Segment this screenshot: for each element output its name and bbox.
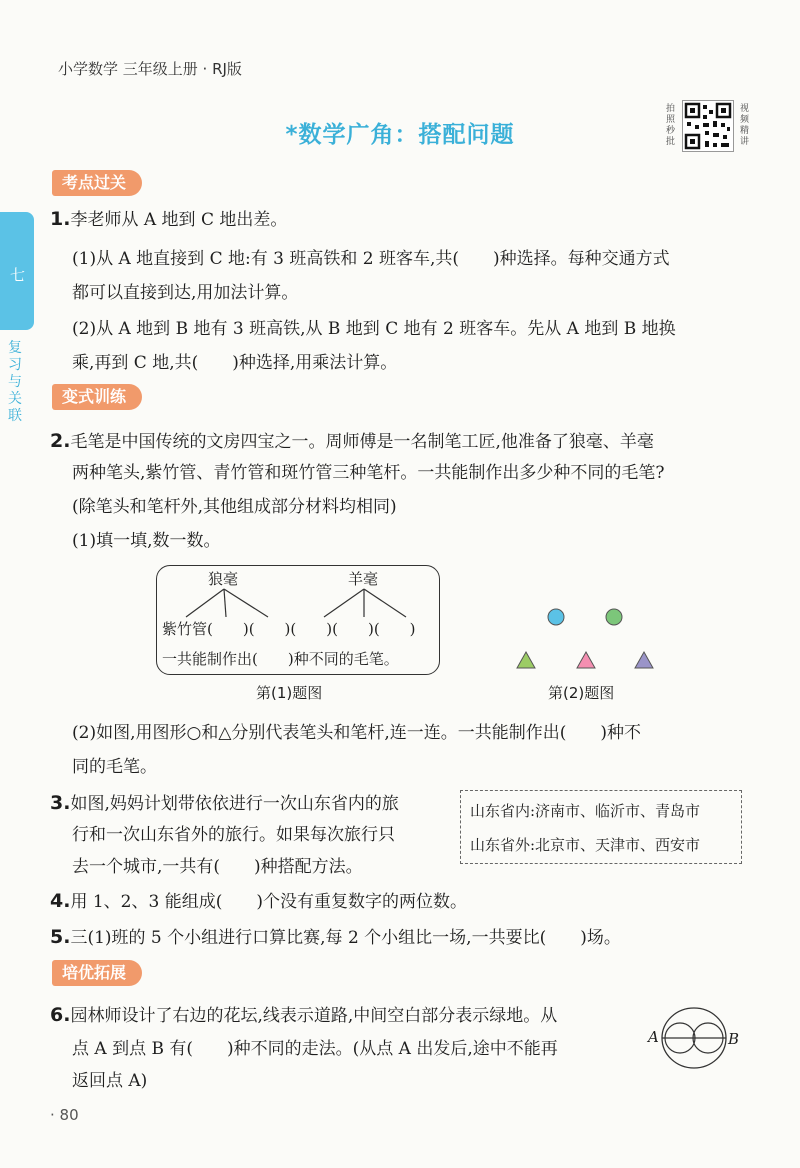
qr-left-label: 拍照秒批 (666, 104, 676, 147)
q6-line3: 返回点 A) (72, 1071, 148, 1091)
fig1-head-langhao: 狼毫 (208, 570, 239, 588)
q6-number: 6. (50, 1004, 71, 1026)
q3-box-line1: 山东省内:济南市、临沂市、青岛市 (470, 802, 701, 820)
page-number: · 80 (50, 1106, 79, 1124)
circle-shape-green (606, 609, 622, 625)
q6-point-a: A (648, 1028, 659, 1046)
q4-line (50, 890, 467, 913)
q5-number: 5. (50, 926, 71, 948)
q3-line1-text: 如图,妈妈计划带依依进行一次山东省内的旅 (70, 794, 399, 814)
q5-line (50, 926, 621, 949)
section-badge-peiyou: 培优拓展 (52, 960, 142, 986)
chapter-tab-label: 七 (10, 266, 26, 284)
q6-point-b: B (728, 1030, 740, 1048)
fig1-total: 一共能制作出( )种不同的毛笔。 (162, 650, 399, 668)
q2-sub1: (1)填一填,数一数。 (72, 531, 221, 551)
book-header: 小学数学 三年级上册 · RJ版 (58, 60, 242, 78)
q1-part2-line1: (2)从 A 地到 B 地有 3 班高铁,从 B 地到 C 地有 2 班客车。先从 A 地到 B 地换 (72, 319, 676, 339)
q6-line1 (50, 1004, 557, 1027)
q3-line1 (50, 792, 399, 815)
q1-part1-line2: 都可以直接到达,用加法计算。 (72, 283, 299, 303)
q3-line3: 去一个城市,一共有( )种搭配方法。 (72, 857, 363, 877)
fig1-caption: 第(1)题图 (256, 684, 323, 702)
q3-number: 3. (50, 792, 71, 814)
fig2-caption: 第(2)题图 (548, 684, 615, 702)
qr-code-icon[interactable] (682, 100, 734, 152)
fig1-head-yanghao: 羊毫 (348, 570, 379, 588)
section-badge-kaodian: 考点过关 (52, 170, 142, 196)
q1-part1-line1: (1)从 A 地直接到 C 地:有 3 班高铁和 2 班客车,共( )种选择。每种交通方式 (72, 249, 670, 269)
triangle-shape-purple (635, 652, 653, 668)
q2-sub2-line2: 同的毛笔。 (72, 757, 157, 777)
q1-part2-line2: 乘,再到 C 地,共( )种选择,用乘法计算。 (72, 353, 398, 373)
q1-stem (50, 208, 287, 231)
chapter-tab (0, 212, 34, 330)
page-title: *数学广角：搭配问题 (285, 122, 515, 148)
fig1-row: 紫竹管( )( )( )( )( ) (162, 620, 416, 638)
fig2-shapes (508, 600, 668, 680)
q2-line1 (50, 430, 654, 453)
side-vertical-label: 复习与关联 (8, 340, 22, 424)
q4-number: 4. (50, 890, 71, 912)
q1-number: 1. (50, 208, 71, 230)
q6-line1-text: 园林师设计了右边的花坛,线表示道路,中间空白部分表示绿地。从 (70, 1006, 558, 1026)
qr-right-label: 视频精讲 (740, 104, 750, 147)
q3-line2: 行和一次山东省外的旅行。如果每次旅行只 (72, 825, 395, 845)
triangle-shape-pink (577, 652, 595, 668)
q3-box-line2: 山东省外:北京市、天津市、西安市 (470, 836, 701, 854)
q4-text: 用 1、2、3 能组成( )个没有重复数字的两位数。 (70, 892, 467, 912)
q2-number: 2. (50, 430, 71, 452)
circle-shape-blue (548, 609, 564, 625)
triangle-shape-green (517, 652, 535, 668)
q2-line2: 两种笔头,紫竹管、青竹管和斑竹管三种笔杆。一共能制作出多少种不同的毛笔? (72, 463, 665, 483)
q2-line3: (除笔头和笔杆外,其他组成部分材料均相同) (72, 497, 397, 517)
q5-text: 三(1)班的 5 个小组进行口算比赛,每 2 个小组比一场,一共要比( )场。 (70, 928, 621, 948)
section-badge-bianshi: 变式训练 (52, 384, 142, 410)
q2-line1-text: 毛笔是中国传统的文房四宝之一。周师傅是一名制笔工匠,他准备了狼毫、羊毫 (70, 432, 654, 452)
q6-line2: 点 A 到点 B 有( )种不同的走法。(从点 A 出发后,途中不能再 (72, 1039, 558, 1059)
q1-stem-text: 李老师从 A 地到 C 地出差。 (70, 210, 288, 230)
q2-sub2-line1: (2)如图,用图形○和△分别代表笔头和笔杆,连一连。一共能制作出( )种不 (72, 723, 642, 743)
